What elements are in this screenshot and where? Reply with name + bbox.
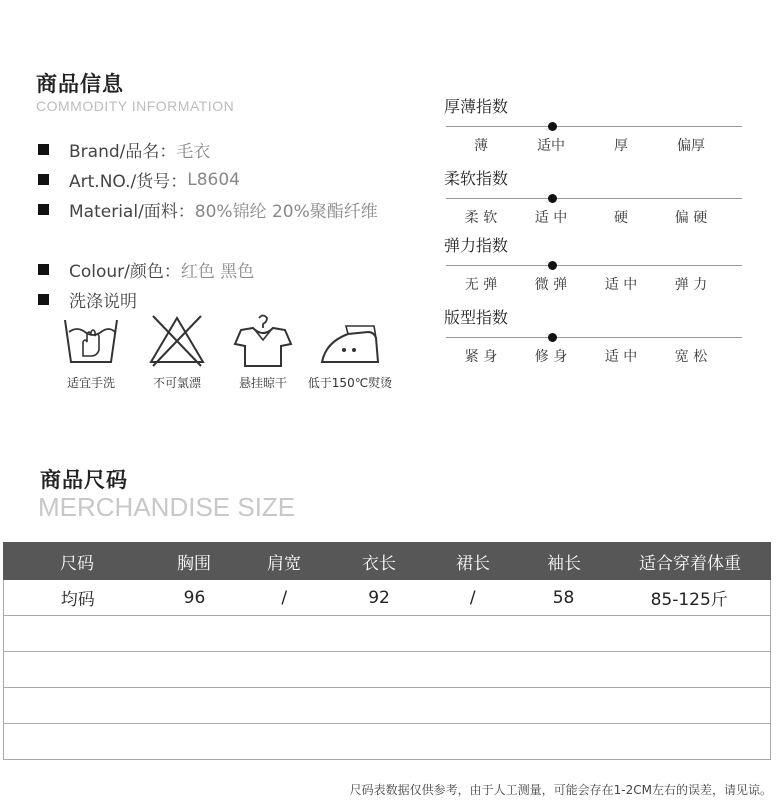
bullet-icon <box>38 144 49 155</box>
info-value: 红色 黑色 <box>180 262 255 282</box>
table-cell: / <box>281 587 288 608</box>
commodity-title: 商品信息 <box>36 72 124 96</box>
bullet-icon <box>38 264 49 275</box>
index-labels-elasticity <box>446 274 742 294</box>
index-marker <box>548 122 557 131</box>
info-row-brand <box>38 137 210 162</box>
column-header: 适合穿着体重 <box>639 553 741 574</box>
index-marker <box>548 194 557 203</box>
index-labels-thickness <box>446 135 742 155</box>
info-label: Material/面料： <box>69 202 195 222</box>
bullet-icon <box>38 174 49 185</box>
table-row-empty <box>4 652 770 688</box>
index-label: 柔 软 <box>464 210 498 226</box>
index-label: 适中 <box>537 138 565 154</box>
care-iron <box>305 312 395 391</box>
index-label: 薄 <box>474 138 488 154</box>
size-subtitle: MERCHANDISE SIZE <box>38 492 296 522</box>
table-cell: / <box>469 587 476 608</box>
care-label: 适宜手洗 <box>66 376 115 390</box>
info-row-material <box>38 197 378 222</box>
index-label: 弹 力 <box>674 277 708 293</box>
no-bleach-icon <box>147 312 207 368</box>
index-scale-line <box>446 126 742 127</box>
info-label: 洗涤说明 <box>69 292 137 312</box>
table-cell: 96 <box>183 587 206 608</box>
index-title-fit: 版型指数 <box>444 308 509 327</box>
size-note: 尺码表数据仅供参考，由于人工测量，可能会存在1-2CM左右的误差，请见谅。 <box>349 783 772 797</box>
table-row-empty <box>4 724 770 760</box>
hang-dry-icon <box>231 312 295 368</box>
care-hand-wash <box>46 312 136 391</box>
index-label: 偏厚 <box>677 138 705 154</box>
table-cell: 58 <box>552 587 575 608</box>
index-label: 适 中 <box>604 349 638 365</box>
index-label: 修 身 <box>534 349 568 365</box>
index-label: 适 中 <box>534 210 568 226</box>
commodity-subtitle: COMMODITY INFORMATION <box>36 98 235 114</box>
column-header: 胸围 <box>177 553 211 574</box>
table-cell: 92 <box>368 587 390 608</box>
info-label: Colour/颜色： <box>69 262 181 282</box>
table-body <box>3 580 771 760</box>
table-cell: 85-125斤 <box>650 590 728 610</box>
table-row-empty <box>4 616 770 652</box>
index-label: 偏 硬 <box>674 210 708 226</box>
index-label: 紧 身 <box>464 349 498 365</box>
index-marker <box>548 333 557 342</box>
table-cell: 均码 <box>60 590 95 610</box>
info-label: Art.NO./货号： <box>69 172 188 192</box>
table-row-empty <box>4 688 770 724</box>
bullet-icon <box>38 294 49 305</box>
index-labels-fit <box>446 346 742 366</box>
info-row-washing <box>38 287 137 312</box>
info-row-colour <box>38 257 254 282</box>
index-scale-line <box>446 265 742 266</box>
care-no-bleach <box>132 312 222 391</box>
size-table <box>3 542 771 760</box>
index-label: 宽 松 <box>674 349 708 365</box>
hand-wash-icon <box>61 312 121 368</box>
table-header <box>3 542 771 580</box>
care-label: 低于150℃熨烫 <box>307 376 393 390</box>
index-label: 无 弹 <box>464 277 498 293</box>
column-header: 裙长 <box>456 553 490 574</box>
index-scale-line <box>446 198 742 199</box>
column-header: 肩宽 <box>267 553 301 574</box>
index-label: 厚 <box>614 138 628 154</box>
column-header: 尺码 <box>60 553 94 574</box>
care-hang-dry <box>218 312 308 391</box>
index-title-softness: 柔软指数 <box>444 169 509 188</box>
column-header: 袖长 <box>547 553 581 574</box>
care-label: 不可氯漂 <box>152 376 201 390</box>
index-label: 硬 <box>614 210 628 226</box>
info-row-artno <box>38 167 240 192</box>
index-labels-softness <box>446 207 742 227</box>
info-value: 80%锦纶 20%聚酯纤维 <box>194 202 378 222</box>
info-value: L8604 <box>187 169 240 190</box>
bullet-icon <box>38 204 49 215</box>
index-title-thickness: 厚薄指数 <box>444 97 509 116</box>
info-value: 毛衣 <box>176 142 211 162</box>
index-scale-line <box>446 337 742 338</box>
info-label: Brand/品名： <box>69 142 177 162</box>
size-title: 商品尺码 <box>40 468 128 492</box>
iron-icon <box>318 312 382 368</box>
column-header: 衣长 <box>362 553 396 574</box>
index-title-elasticity: 弹力指数 <box>444 236 509 255</box>
table-row <box>4 580 770 616</box>
index-label: 微 弹 <box>534 277 568 293</box>
care-label: 悬挂晾干 <box>238 376 287 390</box>
index-marker <box>548 261 557 270</box>
index-label: 适 中 <box>604 277 638 293</box>
